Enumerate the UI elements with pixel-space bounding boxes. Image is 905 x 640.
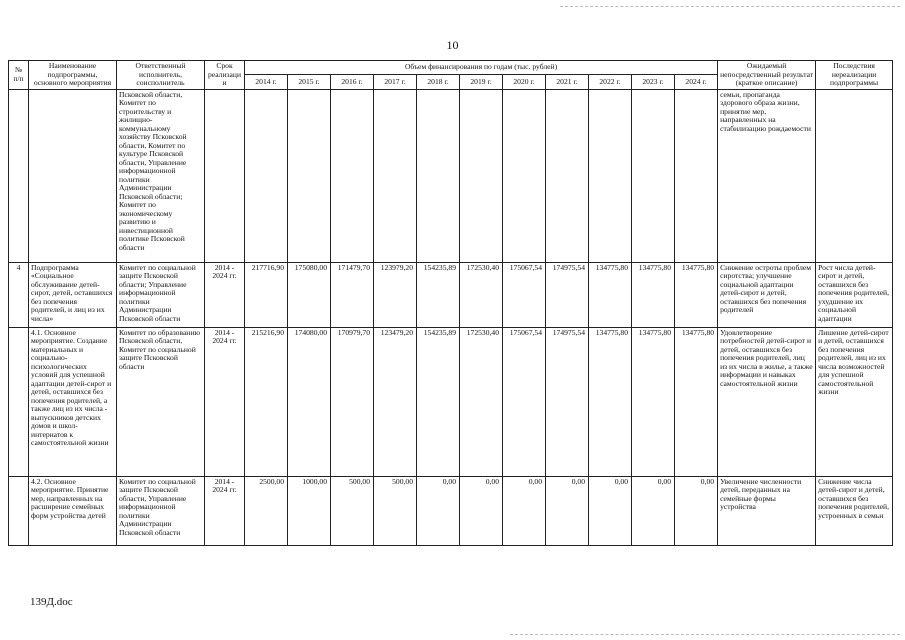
cell-value: 0,00 — [417, 476, 460, 545]
cell-consequences: Снижение числа детей-сирот и детей, оставшихся без попечения родителей, устроенных в семьи — [816, 476, 893, 545]
cell-name: 4.2. Основное мероприятие. Принятие мер, направленных на расширение семейных форм устройства детей — [29, 476, 117, 545]
cell-consequences: Рост числа детей-сирот и детей, оставшихся без попечения родителей, ухудшение их социальной адаптации — [816, 262, 893, 327]
table-row — [9, 327, 893, 476]
cell-value: 215216,90 — [245, 327, 288, 476]
cell-consequences: Лишение детей-сирот и детей, оставшихся без попечения родителей, лиц из их числа возможностей для успешной самостоятельной жизни — [816, 327, 893, 476]
cell-value: 172530,40 — [460, 262, 503, 327]
table-row — [9, 89, 893, 262]
header-year: 2019 г. — [460, 75, 503, 89]
cell-result: Снижение остроты проблем сиротства; улучшение социальной адаптации детей-сирот и детей, оставшихся без попечения родителей — [718, 262, 816, 327]
cell-value: 174975,54 — [546, 327, 589, 476]
cell-value: 500,00 — [374, 476, 417, 545]
table-row — [9, 476, 893, 545]
cell-value: 2500,00 — [245, 476, 288, 545]
cell-value: 500,00 — [331, 476, 374, 545]
cell-value — [589, 89, 632, 262]
header-consequences: Последствия нереализации подпрограммы — [816, 61, 893, 90]
footer-filename: 139Д.doc — [30, 596, 73, 608]
cell-value: 154235,89 — [417, 327, 460, 476]
header-year: 2020 г. — [503, 75, 546, 89]
scan-artifact-bottom — [510, 634, 900, 635]
cell-value: 134775,80 — [589, 327, 632, 476]
cell-num — [9, 476, 29, 545]
cell-value: 170979,70 — [331, 327, 374, 476]
cell-value: 134775,80 — [632, 262, 675, 327]
header-result: Ожидаемый непосредственный результат (краткое описание) — [718, 61, 816, 90]
cell-value: 134775,80 — [675, 262, 718, 327]
cell-result: семьи, пропаганда здорового образа жизни, принятие мер, направленных на стабилизацию рождаемости — [718, 89, 816, 262]
header-term: Срок реализации — [205, 61, 245, 90]
cell-value — [374, 89, 417, 262]
cell-value — [675, 89, 718, 262]
cell-responsible: Комитет по социальной защите Псковской области; Управление информационной политики Администрации Псковской области — [117, 262, 205, 327]
table-row — [9, 262, 893, 327]
cell-value: 134775,80 — [675, 327, 718, 476]
cell-num — [9, 327, 29, 476]
cell-value — [546, 89, 589, 262]
header-year: 2017 г. — [374, 75, 417, 89]
cell-responsible: Комитет по образованию Псковской области, Комитет по социальной защите Псковской области — [117, 327, 205, 476]
cell-value: 134775,80 — [632, 327, 675, 476]
header-funding: Объем финансирования по годам (тыс. рублей) — [245, 61, 718, 75]
cell-value: 175067,54 — [503, 327, 546, 476]
header-year: 2015 г. — [288, 75, 331, 89]
cell-term: 2014 - 2024 гг. — [205, 327, 245, 476]
cell-name: 4.1. Основное мероприятие. Создание материальных и социально-психологических условий для успешной адаптации детей-сирот и детей, оставшихся без попечения родителей, а также лиц из их числа - выпускников детских домов и школ-интернатов к самостоятельной жизни — [29, 327, 117, 476]
header-year: 2018 г. — [417, 75, 460, 89]
cell-value — [632, 89, 675, 262]
cell-value: 0,00 — [503, 476, 546, 545]
header-num: № п/п — [9, 61, 29, 90]
cell-term: 2014 - 2024 гг. — [205, 476, 245, 545]
cell-num — [9, 89, 29, 262]
scan-artifact-top — [560, 6, 900, 7]
cell-value: 171479,70 — [331, 262, 374, 327]
cell-value: 174080,00 — [288, 327, 331, 476]
cell-value — [331, 89, 374, 262]
cell-value: 154235,89 — [417, 262, 460, 327]
cell-name — [29, 89, 117, 262]
cell-value — [417, 89, 460, 262]
cell-responsible: Комитет по социальной защите Псковской области, Управление информационной политики Администрации Псковской области — [117, 476, 205, 545]
cell-consequences — [816, 89, 893, 262]
header-year: 2014 г. — [245, 75, 288, 89]
cell-value — [245, 89, 288, 262]
cell-term: 2014 - 2024 гг. — [205, 262, 245, 327]
cell-value: 0,00 — [460, 476, 503, 545]
cell-value: 0,00 — [632, 476, 675, 545]
cell-value: 172530,40 — [460, 327, 503, 476]
cell-responsible: Псковской области, Комитет по строительству и жилищно-коммунальному хозяйству Псковской области, Комитет по культуре Псковской области, Управление информационной политики Администрации Псковской области; Комитет по экономическому развитию и инвестиционной политике Псковской области — [117, 89, 205, 262]
cell-value: 1000,00 — [288, 476, 331, 545]
page-number: 10 — [446, 38, 459, 52]
cell-num: 4 — [9, 262, 29, 327]
header-name: Наименование подпрограммы, основного мероприятия — [29, 61, 117, 90]
cell-value: 134775,80 — [589, 262, 632, 327]
cell-name: Подпрограмма «Социальное обслуживание детей-сирот, детей, оставшихся без попечения родителей, и лиц из их числа» — [29, 262, 117, 327]
cell-value: 0,00 — [546, 476, 589, 545]
header-year: 2021 г. — [546, 75, 589, 89]
header-responsible: Ответственный исполнитель, соисполнитель — [117, 61, 205, 90]
header-year: 2023 г. — [632, 75, 675, 89]
cell-value — [288, 89, 331, 262]
header-year: 2024 г. — [675, 75, 718, 89]
cell-value: 123979,20 — [374, 262, 417, 327]
header-year: 2022 г. — [589, 75, 632, 89]
cell-value: 0,00 — [675, 476, 718, 545]
cell-value: 174975,54 — [546, 262, 589, 327]
cell-value: 175080,00 — [288, 262, 331, 327]
cell-value: 175067,54 — [503, 262, 546, 327]
cell-result: Удовлетворение потребностей детей-сирот и детей, оставшихся без попечения родителей, лиц из их числа в жилье, а также информации и навыках самостоятельной жизни — [718, 327, 816, 476]
program-table — [8, 60, 893, 546]
cell-value: 217716,90 — [245, 262, 288, 327]
cell-value: 123479,20 — [374, 327, 417, 476]
cell-result: Увеличение численности детей, переданных на семейные формы устройства — [718, 476, 816, 545]
cell-value — [503, 89, 546, 262]
cell-value — [460, 89, 503, 262]
cell-value: 0,00 — [589, 476, 632, 545]
header-year: 2016 г. — [331, 75, 374, 89]
cell-term — [205, 89, 245, 262]
